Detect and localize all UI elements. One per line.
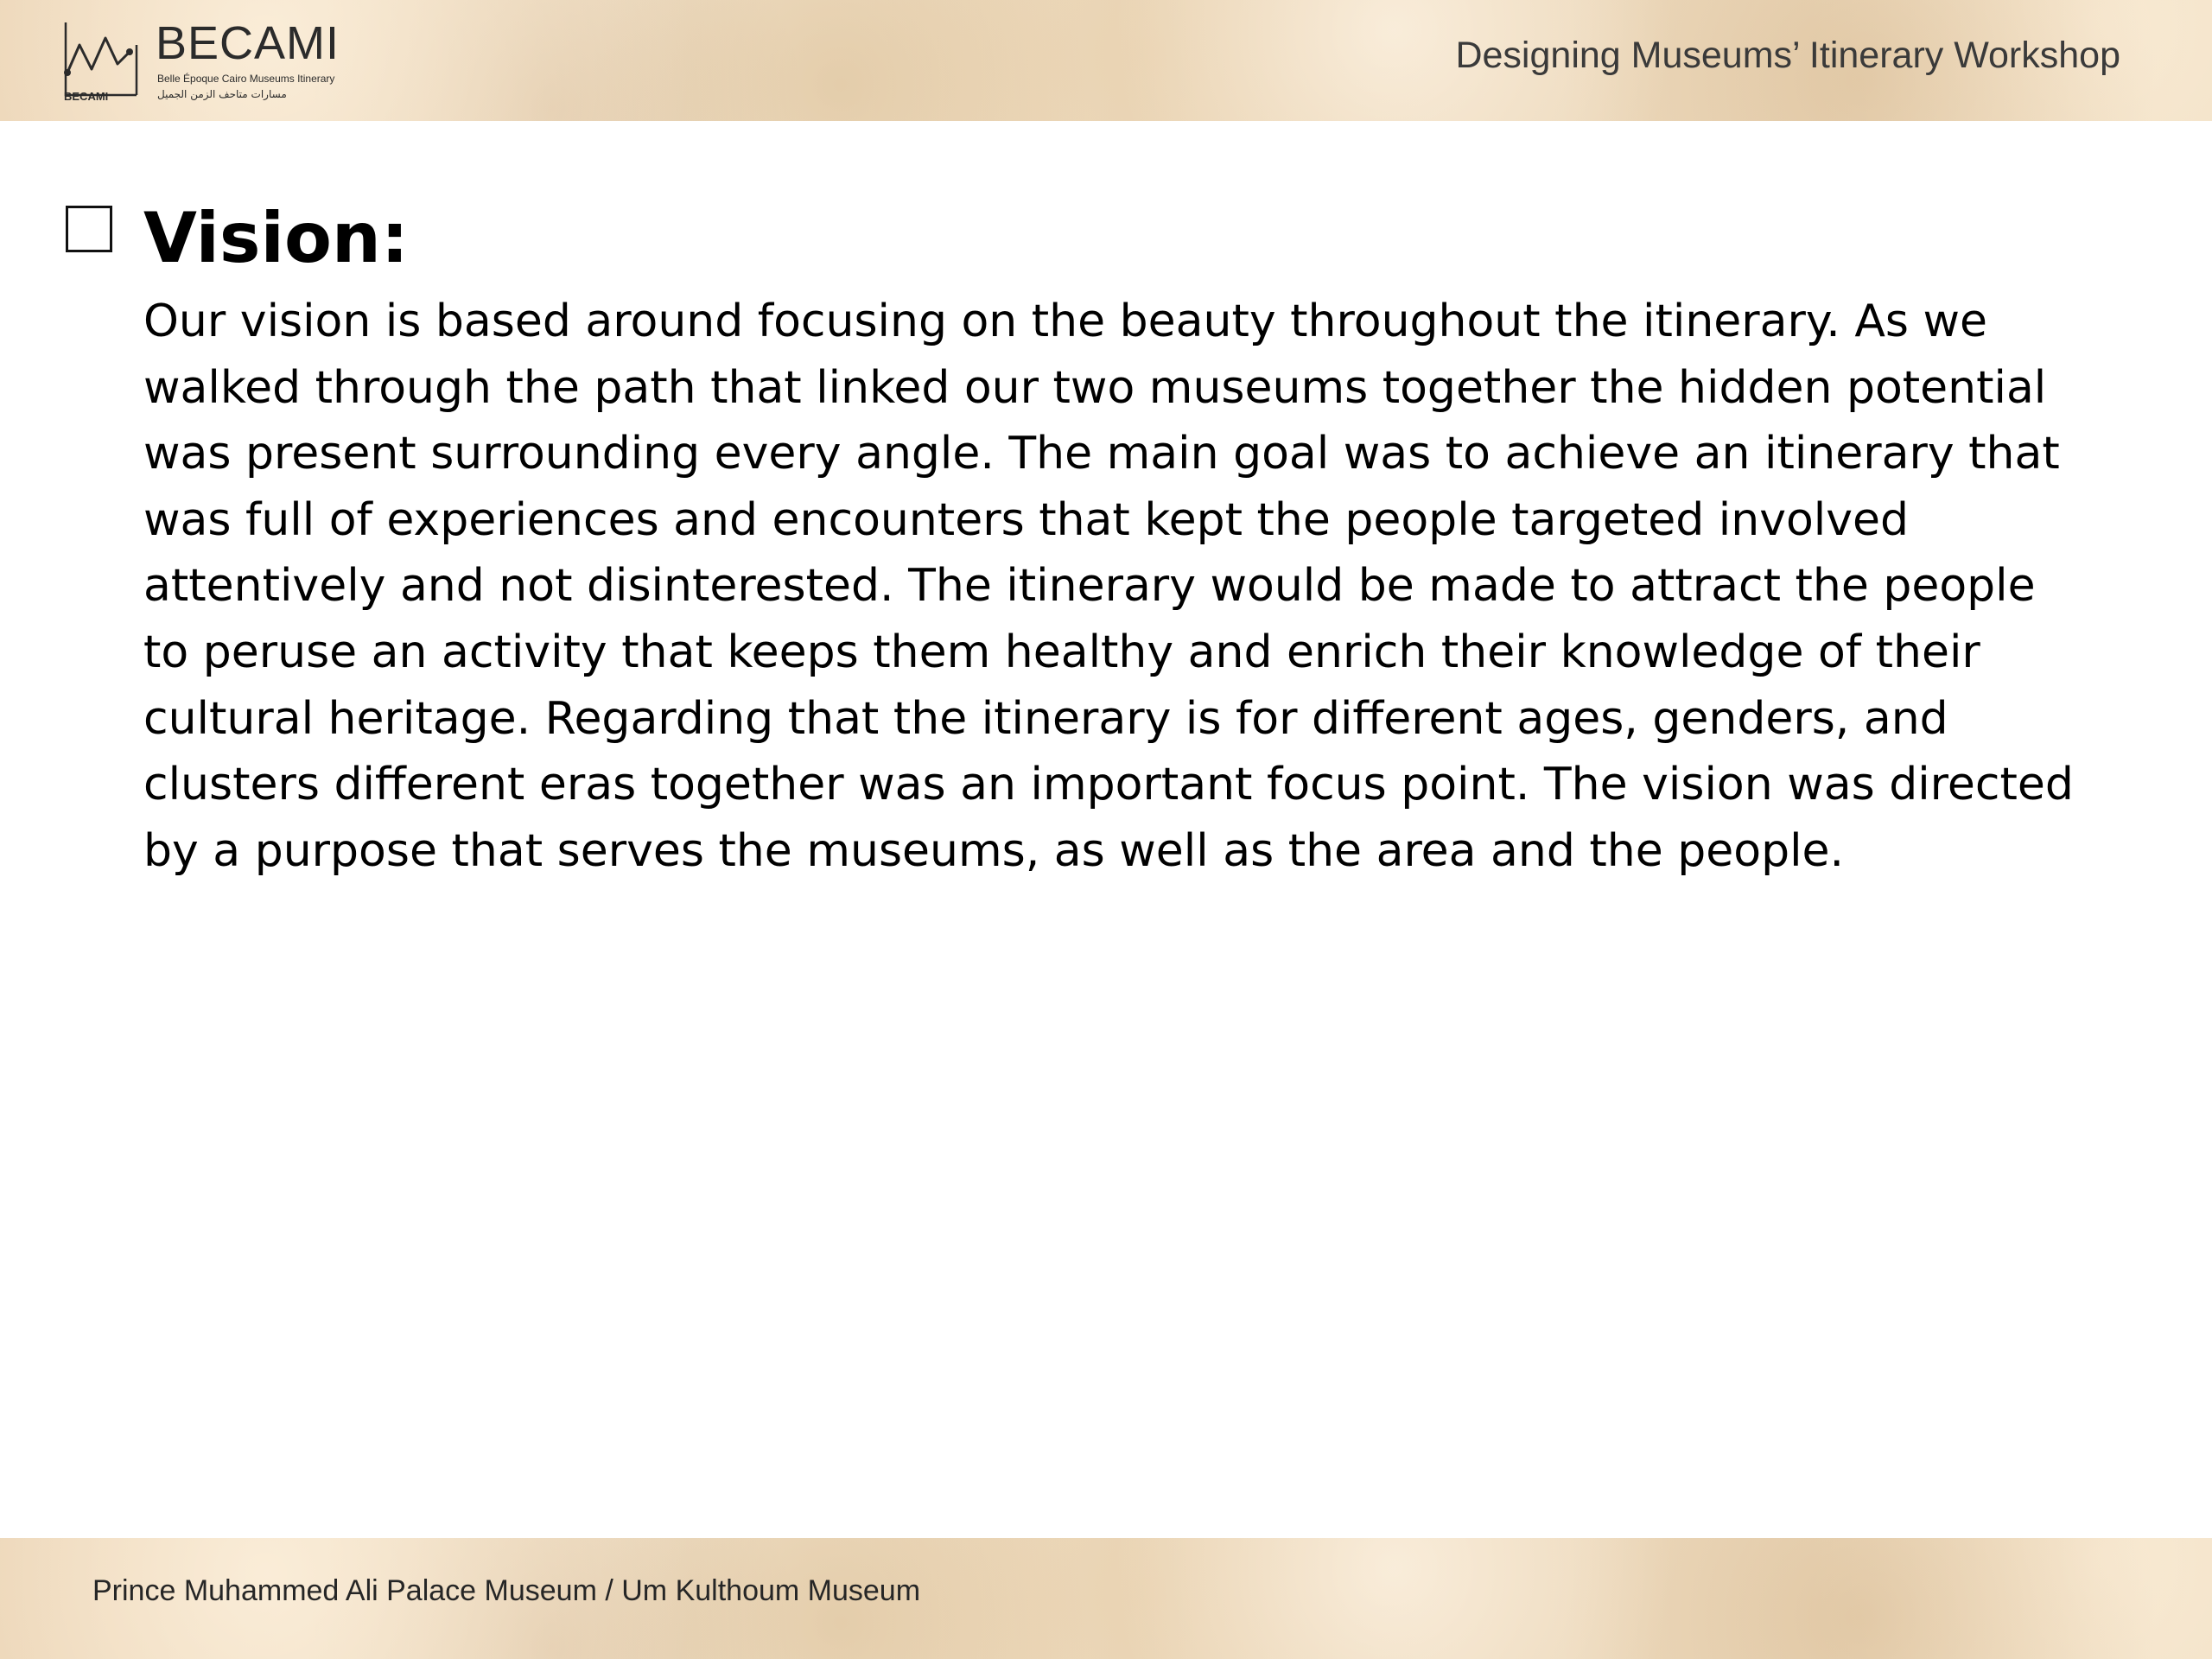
- becami-logo: [60, 19, 372, 105]
- logo-small-label: BECAMI: [64, 90, 109, 103]
- logo-tagline-english: Belle Époque Cairo Museums Itinerary: [157, 73, 335, 85]
- square-bullet-icon: [66, 206, 112, 252]
- footer-museums-label: Prince Muhammed Ali Palace Museum / Um Kulthoum Museum: [92, 1574, 921, 1607]
- section-heading: Vision:: [143, 198, 409, 278]
- workshop-title: Designing Museums’ Itinerary Workshop: [1455, 35, 2120, 76]
- logo-wordmark: BECAMI: [156, 17, 340, 69]
- logo-tagline-arabic: مسارات متاحف الزمن الجميل: [157, 88, 287, 100]
- header-banner: [0, 0, 2212, 121]
- vision-paragraph: Our vision is based around focusing on the beauty throughout the itinerary. As we walked through the path that linked our two museums together the hidden potential was present surrounding every angle. The main goal was to achieve an itinerary that was full of experiences and encounters that kept the people targeted involved attentively and not disinterested. The itinerary would be made to attract the people to peruse an activity that keeps them healthy and enrich their knowledge of their cultural heritage. Regarding that the itinerary is for different ages, genders, and clusters different eras together was an important focus point. The vision was directed by a purpose that serves the museums, as well as the area and the people.: [143, 296, 2074, 877]
